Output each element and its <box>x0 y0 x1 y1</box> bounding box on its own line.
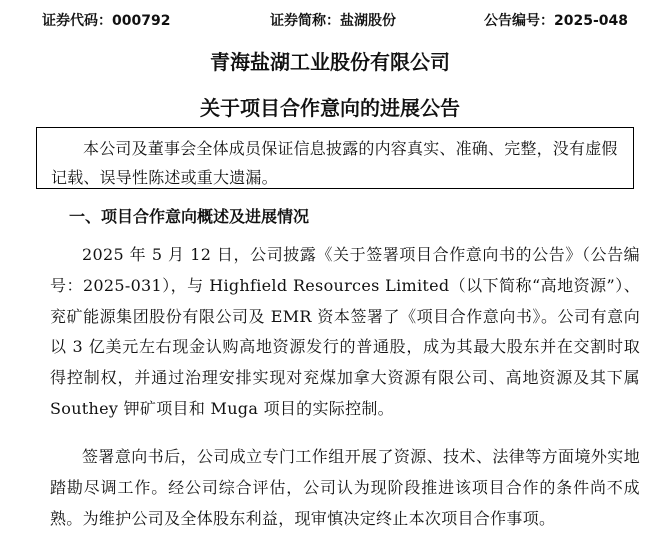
security-short-name: 证券简称：盐湖股份 <box>270 13 396 29</box>
document-title: 关于项目合作意向的进展公告 <box>200 96 460 120</box>
disclaimer-box <box>36 127 634 189</box>
announcement-number: 公告编号：2025-048 <box>484 13 628 29</box>
disclaimer-text: 本公司及董事会全体成员保证信息披露的内容真实、准确、完整，没有虚假记载、误导性陈述或重大遗漏。 <box>51 139 618 187</box>
body-paragraph: 2025 年 5 月 12 日，公司披露《关于签署项目合作意向书的公告》（公告编号：2025-031），与 Highfield Resources Limited（以下简称“高地资源”）、兖矿能源集团股份有限公司及 EMR 资本签署了《项目合作意向书》。公司有意向以 3 亿美元左右现金认购高地资源发行的普通股，成为其最大股东并在交割时取得控制权，并通过治理安排实现对兖煤加拿大资源有限公司、高地资源及其下属 Southey 钾矿项目和 Muga 项目的实际控制。 <box>50 245 640 418</box>
announcement-header <box>0 10 660 32</box>
company-name: 青海盐湖工业股份有限公司 <box>210 50 450 74</box>
body-paragraph: 签署意向书后，公司成立专门工作组开展了资源、技术、法律等方面境外实地踏勘尽调工作。经公司综合评估，公司认为现阶段推进该项目合作的条件尚不成熟。为维护公司及全体股东利益，现审慎决定终止本次项目合作事项。 <box>50 447 640 528</box>
section-heading: 一、项目合作意向概述及进展情况 <box>69 207 310 226</box>
security-code: 证券代码：000792 <box>42 13 171 29</box>
